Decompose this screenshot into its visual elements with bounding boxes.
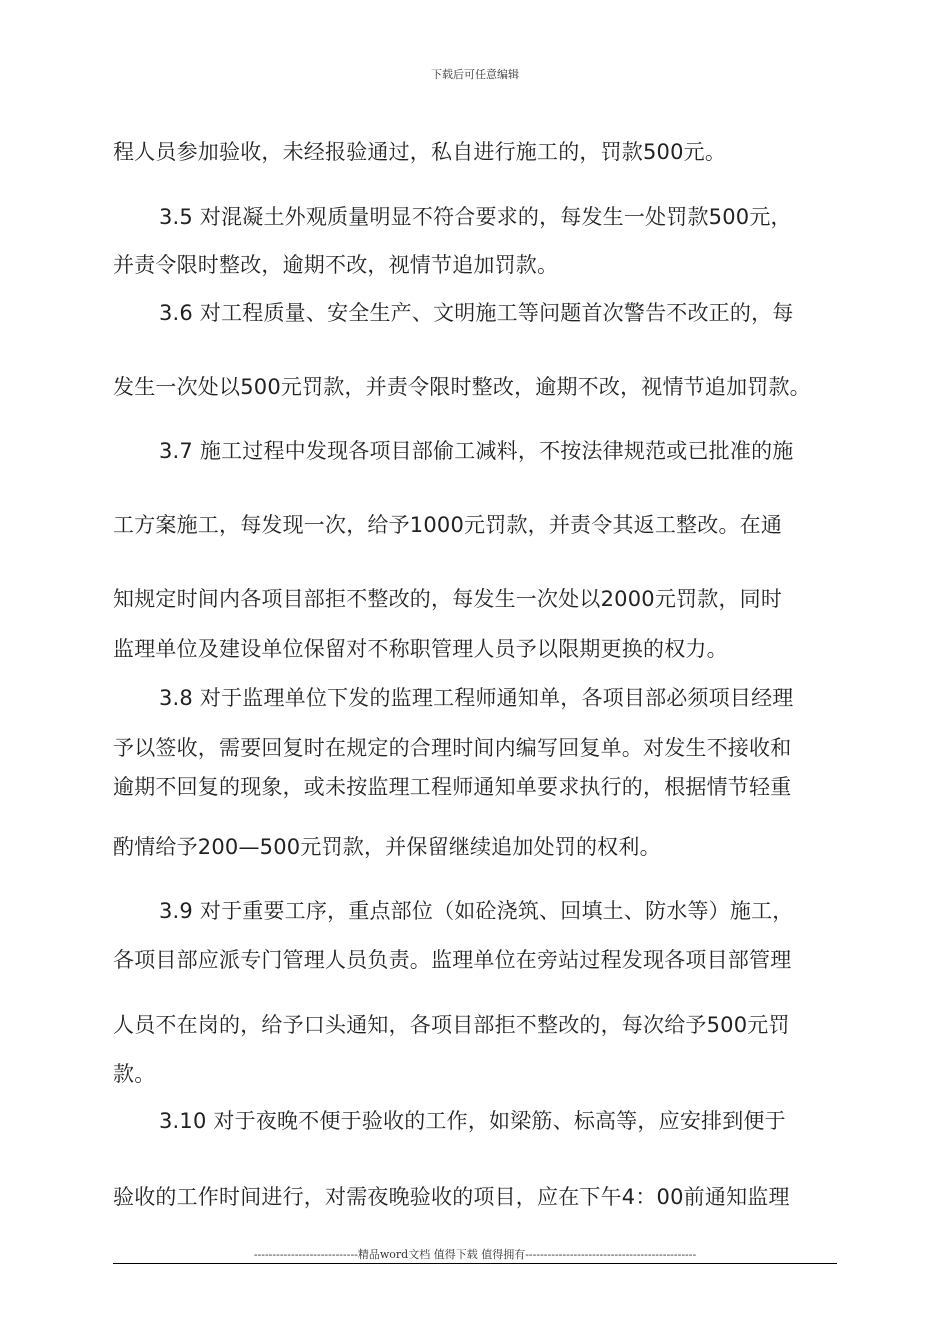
text-line: 人员不在岗的，给予口头通知，各项目部拒不整改的，每次给予500元罚 bbox=[113, 1013, 790, 1037]
text-line: 3.10 对于夜晚不便于验收的工作，如梁筋、标高等，应安排到便于 bbox=[159, 1109, 786, 1133]
text-line: 予以签收，需要回复时在规定的合理时间内编写回复单。对发生不接收和 bbox=[113, 736, 792, 760]
text-line: 知规定时间内各项目部拒不整改的，每发生一次处以2000元罚款，同时 bbox=[113, 587, 783, 611]
text-line: 各项目部应派专门管理人员负责。监理单位在旁站过程发现各项目部管理 bbox=[113, 948, 792, 972]
text-line: 3.9 对于重要工序，重点部位（如砼浇筑、回填土、防水等）施工， bbox=[159, 899, 794, 923]
text-line: 3.7 施工过程中发现各项目部偷工减料，不按法律规范或已批准的施 bbox=[159, 439, 794, 463]
text-line: 3.8 对于监理单位下发的监理工程师通知单，各项目部必须项目经理 bbox=[159, 686, 794, 710]
text-line: 验收的工作时间进行，对需夜晚验收的项目，应在下午4：00前通知监理 bbox=[113, 1185, 790, 1209]
text-line: 3.6 对工程质量、安全生产、文明施工等问题首次警告不改正的，每 bbox=[159, 301, 794, 325]
page-header: 下载后可任意编辑 bbox=[431, 68, 519, 81]
page-footer: ----------------------------精品word文档 值得下载 值得拥有---------------------------------------------- bbox=[253, 1248, 697, 1261]
text-line: 酌情给予200—500元罚款，并保留继续追加处罚的权利。 bbox=[113, 835, 661, 859]
text-line: 款。 bbox=[113, 1062, 156, 1086]
text-line: 发生一次处以500元罚款，并责令限时整改，逾期不改，视情节追加罚款。 bbox=[113, 375, 811, 399]
text-line: 工方案施工，每发现一次，给予1000元罚款，并责令其返工整改。在通 bbox=[113, 513, 783, 537]
text-line: 3.5 对混凝土外观质量明显不符合要求的，每发生一处罚款500元， bbox=[159, 205, 792, 229]
text-line: 监理单位及建设单位保留对不称职管理人员予以限期更换的权力。 bbox=[113, 637, 728, 661]
text-line: 逾期不回复的现象，或未按监理工程师通知单要求执行的，根据情节轻重 bbox=[113, 775, 792, 799]
text-line: 并责令限时整改，逾期不改，视情节追加罚款。 bbox=[113, 253, 559, 277]
footer-divider bbox=[113, 1263, 837, 1264]
text-line: 程人员参加验收，未经报验通过，私自进行施工的，罚款500元。 bbox=[113, 140, 727, 164]
